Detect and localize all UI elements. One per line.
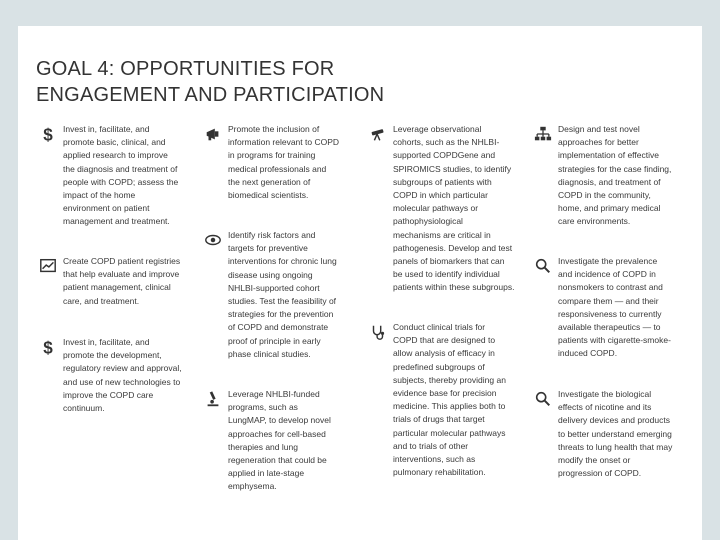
microscope-icon xyxy=(202,388,224,410)
eye-icon xyxy=(202,229,224,251)
title-line-1: GOAL 4: OPPORTUNITIES FOR xyxy=(36,58,335,80)
svg-text:$: $ xyxy=(43,125,53,143)
item-text: Leverage NHLBI-funded programs, such as LungMAP, to develop novel approaches for cell-based therapies and lung regeneration that could be applied in late-stage emphysema. xyxy=(228,389,331,492)
svg-text:$: $ xyxy=(43,338,53,356)
dollar-icon xyxy=(37,123,59,145)
telescope-icon xyxy=(367,123,389,145)
page-title xyxy=(36,56,556,108)
item-text: Create COPD patient registries that help evaluate and improve patient management, clinical care, and treatment. xyxy=(63,256,181,306)
item-text: Invest in, facilitate, and promote the development, regulatory review and approval, and use of new technologies to improve the COPD care continuum. xyxy=(63,337,182,414)
goal-item-lungmap xyxy=(228,388,408,494)
item-text: Invest in, facilitate, and promote basic, clinical, and applied research to improve the diagnosis and treatment of people with COPD; assess the impact of the home environment on patient management and treatment. xyxy=(63,124,179,227)
goal-item-nicotine xyxy=(558,388,720,480)
item-text: Investigate the prevalence and incidence of COPD in nonsmokers to contrast and compare them — and their responsiveness to currently available therapeutics — to patients with cigarette-smoke- induced COPD. xyxy=(558,256,671,359)
title-line-2: ENGAGEMENT AND PARTICIPATION xyxy=(36,84,385,106)
item-text: Design and test novel approaches for better implementation of effective strategies for the case finding, diagnosis, and treatment of COPD in the community, home, and primary medical care environments. xyxy=(558,124,672,227)
item-text: Promote the inclusion of information relevant to COPD in programs for training medical professionals and the next generation of biomedical scientists. xyxy=(228,124,340,201)
goal-item-registries xyxy=(63,255,243,308)
hierarchy-icon xyxy=(532,123,554,145)
magnifier-icon xyxy=(532,255,554,277)
chart-line-icon xyxy=(37,255,59,277)
item-text: Investigate the biological effects of nicotine and its delivery devices and products to better understand emerging threats to lung health that may modify the onset or progression of COPD. xyxy=(558,389,673,479)
megaphone-icon xyxy=(202,123,224,145)
dollar-icon xyxy=(37,336,59,358)
goal-item-implementation xyxy=(558,123,720,229)
magnifier-icon xyxy=(532,388,554,410)
item-text: Leverage observational cohorts, such as the NHLBI- supported COPDGene and SPIROMICS studies, to identify subgroups of patients with COPD in which particular molecular pathways or pathophysiological mechanisms are critical in pathogenesis. Develop and test panels of biomarkers that can be used to identify individual patients within these subgroups. xyxy=(393,124,515,293)
item-text: Conduct clinical trials for COPD that are designed to allow analysis of efficacy in predefined subgroups of subjects, thereby providing an evidence base for precision medicine. This applies both to trials of drugs that target particular molecular pathways and to trials of other interventions, such as pulmonary rehabilitation. xyxy=(393,322,506,478)
stethoscope-icon xyxy=(367,321,389,343)
item-text: Identify risk factors and targets for preventive interventions for chronic lung disease using ongoing NHLBI-supported cohort studies. Test the feasibility of strategies for the prevention of COPD and demonstrate proof of principle in early phase clinical studies. xyxy=(228,230,337,359)
goal-item-prevalence xyxy=(558,255,720,361)
